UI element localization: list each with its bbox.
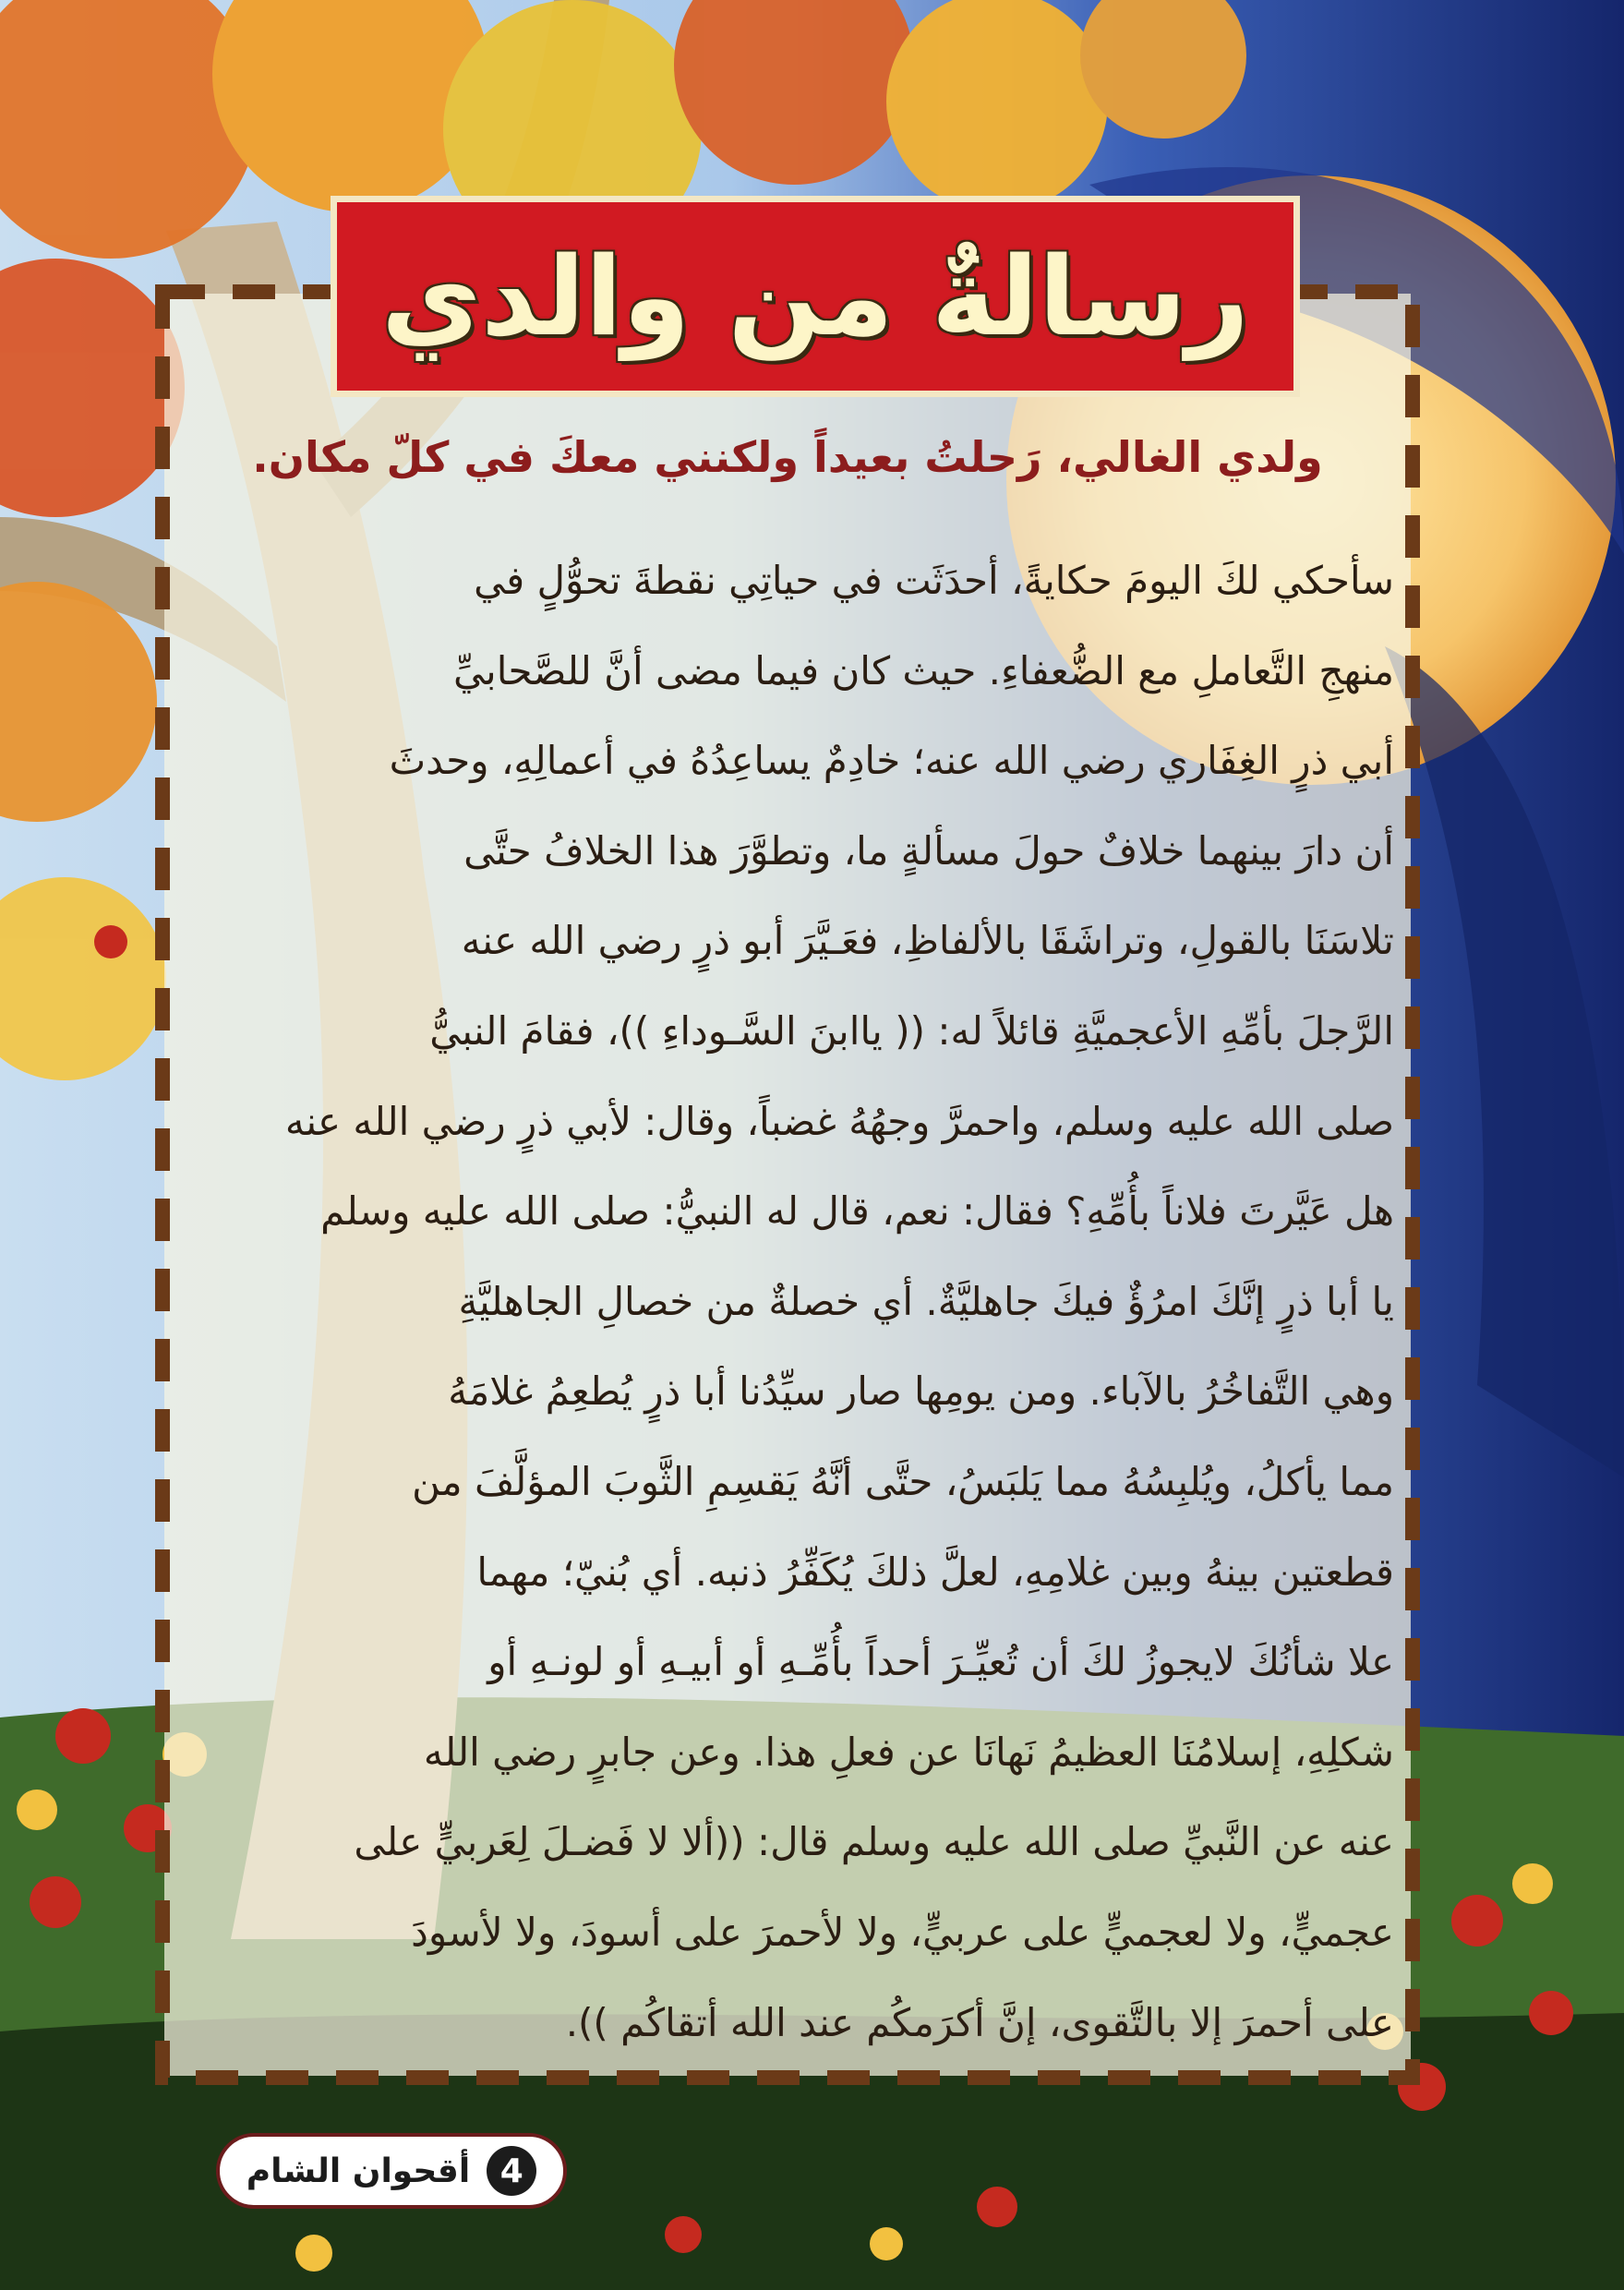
- page-title: رسالةٌ من والدي: [381, 233, 1249, 360]
- story-line: على أحمرَ إلا بالتَّقوى، إنَّ أكرَمكُم عند الله أتقاكُم )).: [565, 1999, 1394, 2045]
- story-line: قطعتين بينهُ وبين غلامِهِ، لعلَّ ذلكَ يُكَفِّرُ ذنبه. أي بُنيّ؛ مهما: [476, 1549, 1394, 1595]
- story-line: عنه عن النَّبيِّ صلى الله عليه وسلم قال: ((ألا لا فَضـلَ لِعَربيٍّ على: [354, 1819, 1394, 1865]
- story-line: مما يأكلُ، ويُلبِسُهُ مما يَلبَسُ، حتَّى أنَّهُ يَقسِمِ الثَّوبَ المؤلَّفَ من: [412, 1458, 1394, 1504]
- story-line: الرَّجلَ بأمِّهِ الأعجميَّةِ قائلاً له: (( ياابنَ السَّـوداءِ ))، فقامَ النبيُّ: [429, 1007, 1394, 1054]
- story-line: سأحكي لكَ اليومَ حكايةً، أحدَثَت في حياتِي نقطةَ تحوُّلٍ في: [474, 558, 1394, 603]
- story-line: علا شأنُكَ لايجوزُ لكَ أن تُعيِّـرَ أحداً بأُمِّـهِ أو أبيـهِ أو لونـهِ أو: [487, 1639, 1394, 1685]
- intro-line: ولدي الغالي، رَحلتُ بعيداً ولكنني معكَ في كلّ مكان.: [252, 432, 1323, 482]
- story-line: عجميٍّ، ولا لعجميٍّ على عربيٍّ، ولا لأحمرَ على أسودَ، ولا لأسودَ: [411, 1909, 1394, 1955]
- footer-page-badge: [216, 2133, 567, 2209]
- story-body: [183, 536, 1394, 2067]
- story-line: صلى الله عليه وسلم، واحمرَّ وجهُهُ غضباً، وقال: لأبي ذرٍ رضي الله عنه: [284, 1098, 1394, 1144]
- story-line: أبي ذرٍ الغِفَاري رضي الله عنه؛ خادِمٌ يساعِدُهُ في أعمالِهِ، وحدثَ: [389, 738, 1394, 784]
- story-line: تلاسَنَا بالقولِ، وتراشَقَا بالألفاظِ، فعَـيَّرَ أبو ذرٍ رضي الله عنه: [461, 918, 1394, 964]
- magazine-name: أقحوان الشام: [246, 2151, 471, 2190]
- story-line: أن دارَ بينهما خلافٌ حولَ مسألةٍ ما، وتطوَّرَ هذا الخلافُ حتَّى: [463, 827, 1394, 874]
- story-line: شكلِهِ، إسلامُنَا العظيمُ نَهانَا عن فعلِ هذا. وعن جابرٍ رضي الله: [423, 1729, 1394, 1775]
- page-number: 4: [487, 2146, 536, 2196]
- story-line: منهجِ التَّعاملِ مع الضُّعفاءِ. حيث كان فيما مضى أنَّ للصَّحابيِّ: [453, 647, 1394, 693]
- story-line: وهي التَّفاخُرُ بالآباء. ومن يومِها صار سيِّدُنا أبا ذرٍ يُطعِمُ غلامَهُ: [448, 1368, 1394, 1415]
- story-line: هل عَيَّرتَ فلاناً بأُمِّهِ؟ فقال: نعم، قال له النبيُّ: صلى الله عليه وسلم: [320, 1188, 1394, 1235]
- title-banner: [331, 196, 1300, 397]
- story-line: يا أبا ذرٍ إنَّكَ امرُؤٌ فيكَ جاهليَّةٌ. أي خصلةٌ من خصالِ الجاهليَّةِ: [458, 1278, 1394, 1324]
